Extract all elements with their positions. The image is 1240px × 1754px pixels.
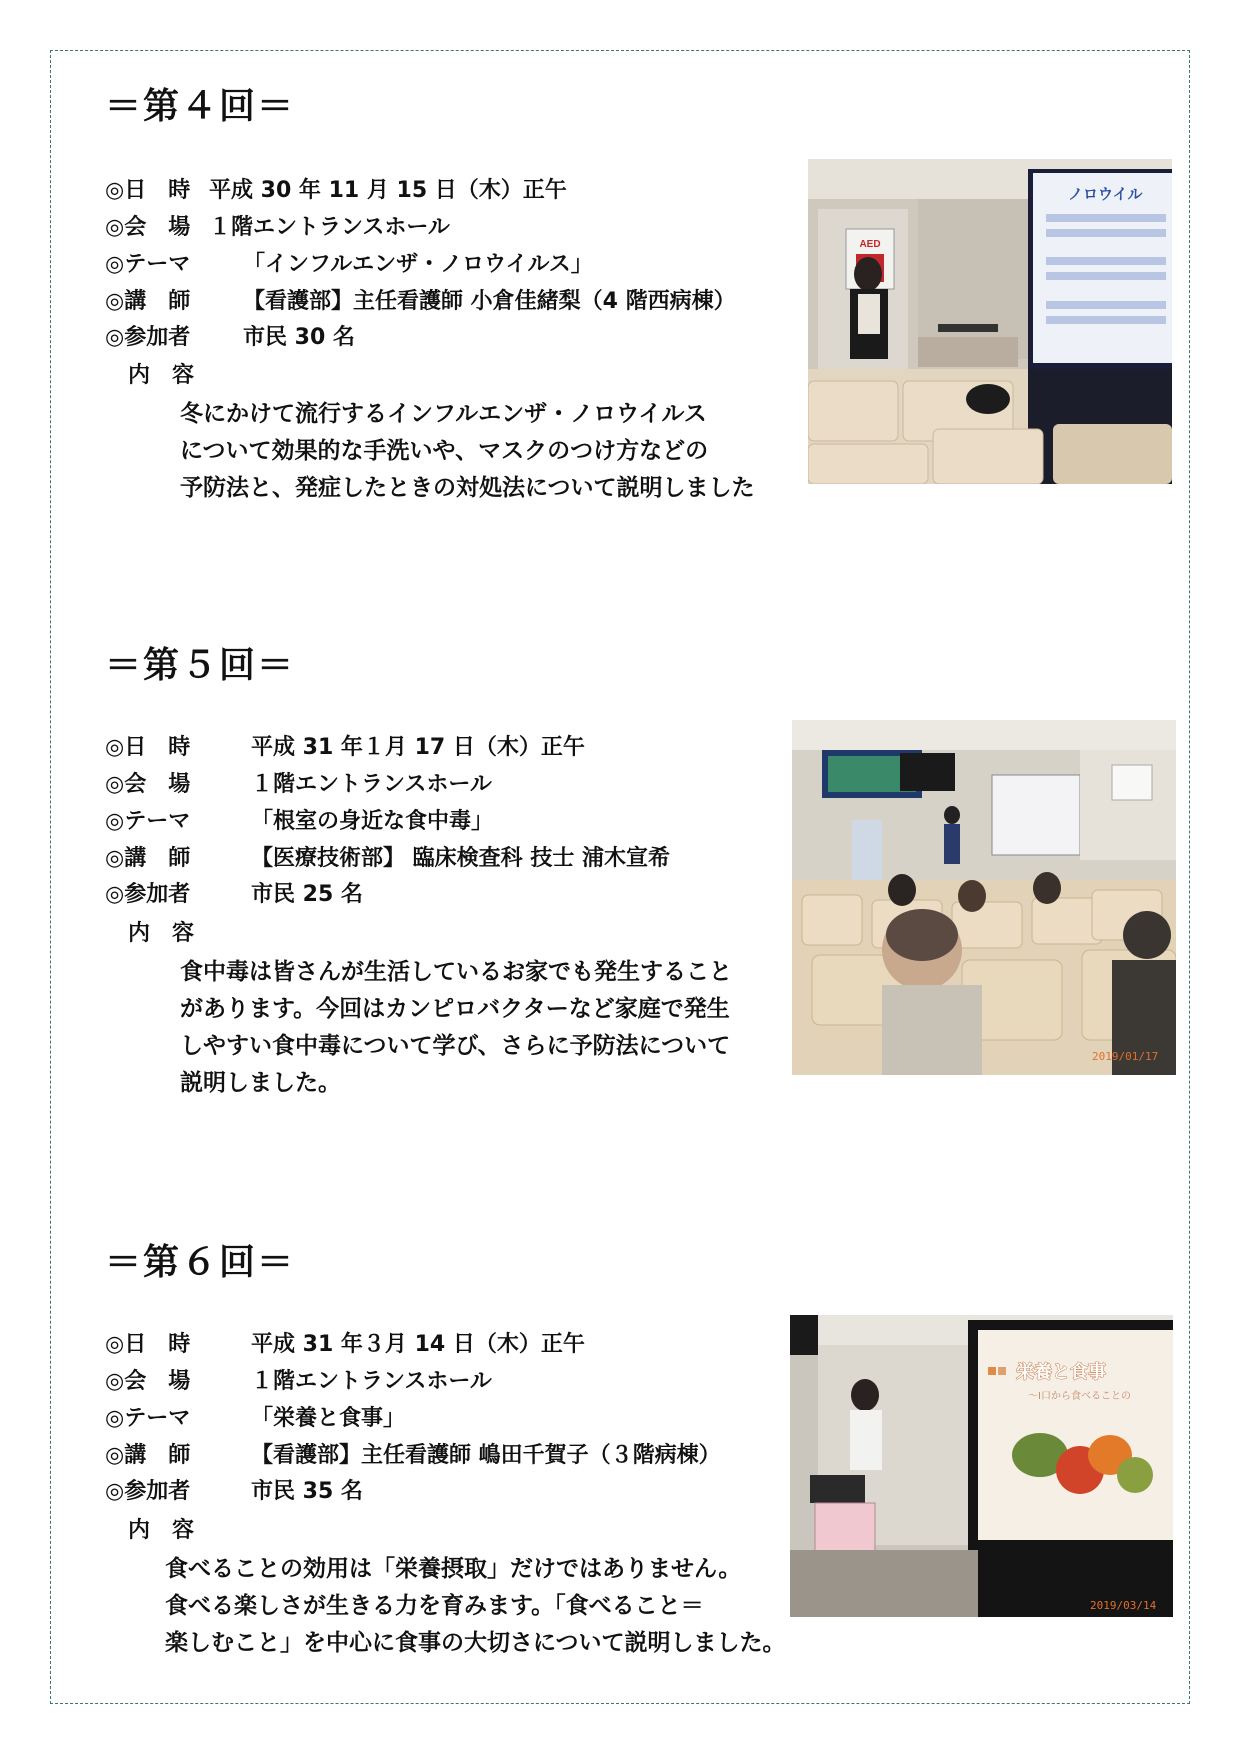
- photo-date-stamp: 2019/01/17: [1092, 1050, 1159, 1063]
- info-row-venue: [105, 213, 450, 243]
- content-label: 内 容: [128, 1518, 195, 1543]
- info-label: ◎講 師: [105, 846, 191, 871]
- info-row-theme: [105, 250, 593, 280]
- info-label: ◎テーマ: [105, 809, 191, 834]
- info-label: ◎テーマ: [105, 252, 191, 277]
- info-row-date: [105, 176, 567, 206]
- info-label: ◎日 時: [105, 178, 191, 203]
- screen-subtitle-text: ～I口から食べることの: [1028, 1391, 1131, 1402]
- info-row-lecturer: [105, 844, 670, 874]
- content-line: 食べる楽しさが生きる力を育みます。「食べること＝: [165, 1593, 704, 1619]
- info-row-participants: [105, 1477, 363, 1507]
- content-line: 説明しました。: [180, 1070, 341, 1096]
- info-value: 平成 31 年３月 14 日（木）正午: [251, 1332, 585, 1357]
- event-photo: [790, 1315, 1173, 1617]
- info-row-participants: [105, 323, 355, 353]
- session-heading: ＝第４回＝: [105, 86, 296, 127]
- info-row-lecturer: [105, 287, 736, 317]
- info-value: １階エントランスホール: [251, 772, 492, 797]
- info-value: 「インフルエンザ・ノロウイルス」: [243, 252, 593, 277]
- content-line: 予防法と、発症したときの対処法について説明しました: [180, 475, 755, 501]
- session-heading: ＝第５回＝: [105, 645, 296, 686]
- info-row-venue: [105, 770, 492, 800]
- content-line: があります。今回はカンピロバクターなど家庭で発生: [180, 996, 730, 1022]
- content-line: 食べることの効用は「栄養摂取」だけではありません。: [165, 1556, 742, 1582]
- session-heading: ＝第６回＝: [105, 1242, 296, 1283]
- content-label: 内 容: [128, 363, 195, 388]
- info-value: 平成 31 年１月 17 日（木）正午: [251, 735, 585, 760]
- content-label: 内 容: [128, 921, 195, 946]
- info-value: 「根室の身近な食中毒」: [251, 809, 494, 834]
- info-row-theme: [105, 1404, 405, 1434]
- info-value: 市民 25 名: [251, 882, 363, 907]
- info-value: １階エントランスホール: [251, 1369, 492, 1394]
- info-label: ◎日 時: [105, 735, 191, 760]
- info-label: ◎参加者: [105, 325, 191, 350]
- info-row-venue: [105, 1367, 492, 1397]
- info-value: 「栄養と食事」: [251, 1406, 406, 1431]
- event-photo: [808, 159, 1172, 484]
- info-label: ◎参加者: [105, 882, 191, 907]
- info-label: ◎日 時: [105, 1332, 191, 1357]
- info-label: ◎テーマ: [105, 1406, 191, 1431]
- info-row-date: [105, 733, 585, 763]
- content-line: 楽しむこと」を中心に食事の大切さについて説明しました。: [165, 1630, 786, 1656]
- info-value: 市民 35 名: [251, 1479, 363, 1504]
- info-value: 市民 30 名: [243, 325, 355, 350]
- content-line: 冬にかけて流行するインフルエンザ・ノロウイルス: [180, 401, 707, 427]
- info-value: 【看護部】主任看護師 小倉佳緒梨（4 階西病棟）: [243, 289, 736, 314]
- photo-date-stamp: 2019/03/14: [1090, 1599, 1157, 1612]
- content-line: について効果的な手洗いや、マスクのつけ方などの: [180, 438, 709, 464]
- info-label: ◎会 場: [105, 215, 191, 240]
- info-label: ◎参加者: [105, 1479, 191, 1504]
- info-value: 【看護部】主任看護師 嶋田千賀子（３階病棟）: [251, 1443, 721, 1468]
- info-label: ◎講 師: [105, 1443, 191, 1468]
- info-value: １階エントランスホール: [209, 215, 450, 240]
- info-label: ◎講 師: [105, 289, 191, 314]
- info-row-lecturer: [105, 1441, 721, 1471]
- content-line: 食中毒は皆さんが生活しているお家でも発生すること: [180, 959, 732, 985]
- info-row-participants: [105, 880, 363, 910]
- info-row-theme: [105, 807, 493, 837]
- info-label: ◎会 場: [105, 1369, 191, 1394]
- aed-sign-text: AED: [859, 239, 881, 250]
- event-photo: [792, 720, 1176, 1075]
- info-value: 【医療技術部】 臨床検査科 技士 浦木宣希: [251, 846, 670, 871]
- info-value: 平成 30 年 11 月 15 日（木）正午: [209, 178, 567, 203]
- info-label: ◎会 場: [105, 772, 191, 797]
- screen-title-text: 栄養と食事: [1016, 1362, 1106, 1383]
- content-line: しやすい食中毒について学び、さらに予防法について: [180, 1033, 731, 1059]
- info-row-date: [105, 1330, 585, 1360]
- screen-title-text: ノロウイル: [1068, 185, 1143, 203]
